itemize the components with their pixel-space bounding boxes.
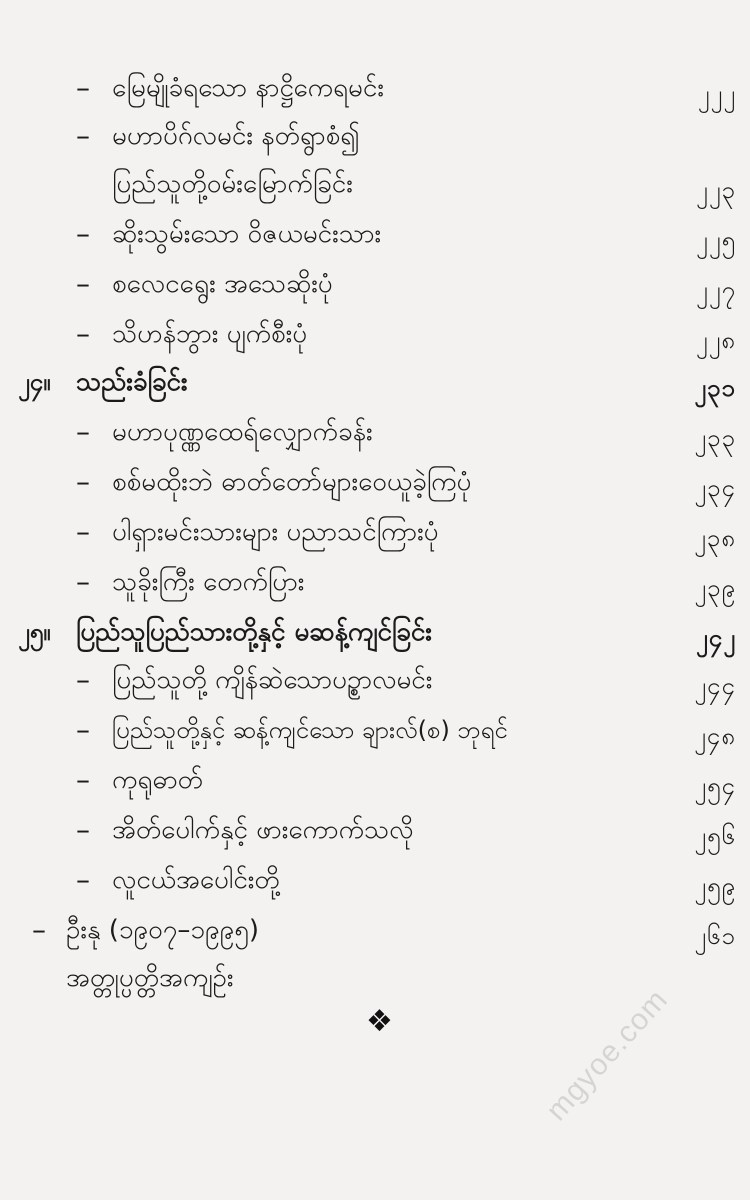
toc-entry [0, 508, 750, 556]
section-page-number: ၂၃၁ [694, 374, 736, 402]
entry-title: သူခိုးကြီး တေက်ပြား [112, 567, 305, 597]
toc-section [0, 358, 750, 406]
toc-entry [0, 906, 750, 954]
entry-dash: – [76, 415, 90, 448]
entry-title: အတ္တုပ္ပတ္တိအကျဉ်း [66, 963, 234, 993]
entry-page-number: ၂၅၆ [694, 822, 736, 850]
entry-title: မဟာပိဂ်လမင်း နတ်ရွာစံ၍ [112, 121, 360, 151]
section-title: ပြည်သူပြည်သားတို့နှင့် မဆန့်ကျင်ခြင်း [76, 617, 432, 647]
entry-page-number: ၂၄၄ [694, 672, 736, 700]
toc-entry [0, 112, 750, 160]
entry-title: ပြည်သူတို့နှင့် ဆန့်ကျင်သော ချားလ်(စ) ဘုရင် [112, 716, 508, 744]
entry-page-number: ၂၂၅ [695, 226, 736, 254]
watermark: mgyoe.com [540, 983, 675, 1128]
entry-dash: – [32, 913, 46, 946]
entry-page-number: ၂၅၉ [694, 872, 736, 900]
ornament-icon: ❖ [366, 1004, 393, 1039]
entry-dash: – [76, 763, 90, 796]
entry-dash: – [76, 863, 90, 896]
entry-dash: – [76, 515, 90, 548]
toc-entry [0, 756, 750, 804]
entry-title: ပါရှားမင်းသားများ ပညာသင်ကြားပုံ [112, 517, 439, 547]
toc-entry [0, 656, 750, 704]
section-number: ၂၄။ [18, 368, 51, 396]
entry-dash: – [76, 317, 90, 350]
entry-page-number: ၂၂၃ [695, 176, 736, 204]
toc-entry [0, 64, 750, 112]
entry-dash: – [76, 465, 90, 498]
entry-title: သိဟန်ဘွား ပျက်စီးပုံ [112, 319, 308, 349]
entry-page-number: ၂၃၃ [694, 424, 736, 452]
entry-dash: – [76, 217, 90, 250]
toc-entry-continuation [0, 160, 750, 208]
entry-dash: – [76, 71, 90, 104]
entry-page-number: ၂၃၄ [694, 474, 736, 502]
entry-dash: – [76, 813, 90, 846]
toc-entry [0, 458, 750, 506]
entry-page-number: ၂၃၉ [694, 574, 736, 602]
entry-title: ပြည်သူတို့ဝမ်းမြောက်ခြင်း [112, 169, 353, 199]
toc-entry [0, 310, 750, 358]
toc-entry [0, 260, 750, 308]
entry-dash: – [76, 119, 90, 152]
entry-title: ကုရုဓာတ် [112, 765, 203, 795]
entry-title: မြေမျိုခံရသော နာဋ္ဌိကေရမင်း [112, 73, 384, 103]
toc-entry [0, 558, 750, 606]
entry-page-number: ၂၂၂ [697, 80, 736, 108]
entry-page-number: ၂၅၄ [694, 772, 736, 800]
toc-entry [0, 806, 750, 854]
entry-dash: – [76, 663, 90, 696]
section-page-number: ၂၄၂ [695, 624, 736, 652]
entry-title: ပြည်သူတို့ ကျိန်ဆဲသောပဥ္စာလမင်း [112, 665, 433, 695]
toc-entry [0, 706, 750, 754]
entry-title: မဟာပုဏ္ဏထေရ်လျှောက်ခန်း [112, 417, 373, 447]
entry-dash: – [76, 267, 90, 300]
toc-entry [0, 408, 750, 456]
entry-title: စစ်မထိုးဘဲ ဓာတ်တော်များဝေယူခဲ့ကြပုံ [112, 467, 472, 497]
entry-title: စလေငရွေး အသေဆိုးပုံ [112, 269, 333, 299]
entry-page-number: ၂၄၈ [694, 722, 736, 750]
entry-dash: – [76, 565, 90, 598]
entry-dash: – [76, 713, 90, 746]
entry-page-number: ၂၂၈ [695, 326, 736, 354]
entry-page-number: ၂၂၇ [695, 276, 736, 304]
toc-entry [0, 210, 750, 258]
entry-page-number: ၂၆၁ [694, 922, 736, 950]
section-title: သည်းခံခြင်း [76, 367, 188, 397]
entry-title: အိတ်ပေါက်နှင့် ဖားကောက်သလို [112, 815, 414, 845]
entry-page-number: ၂၃၈ [694, 524, 736, 552]
section-number: ၂၅။ [18, 618, 51, 646]
toc-entry [0, 856, 750, 904]
entry-title: လူငယ်အပေါင်းတို့ [112, 865, 280, 895]
entry-title: ဦးနု (၁၉၀၇–၁၉၉၅) [66, 915, 260, 945]
entry-title: ဆိုးသွမ်းသော ဝိဇယမင်းသား [112, 219, 382, 249]
toc-section [0, 608, 750, 656]
